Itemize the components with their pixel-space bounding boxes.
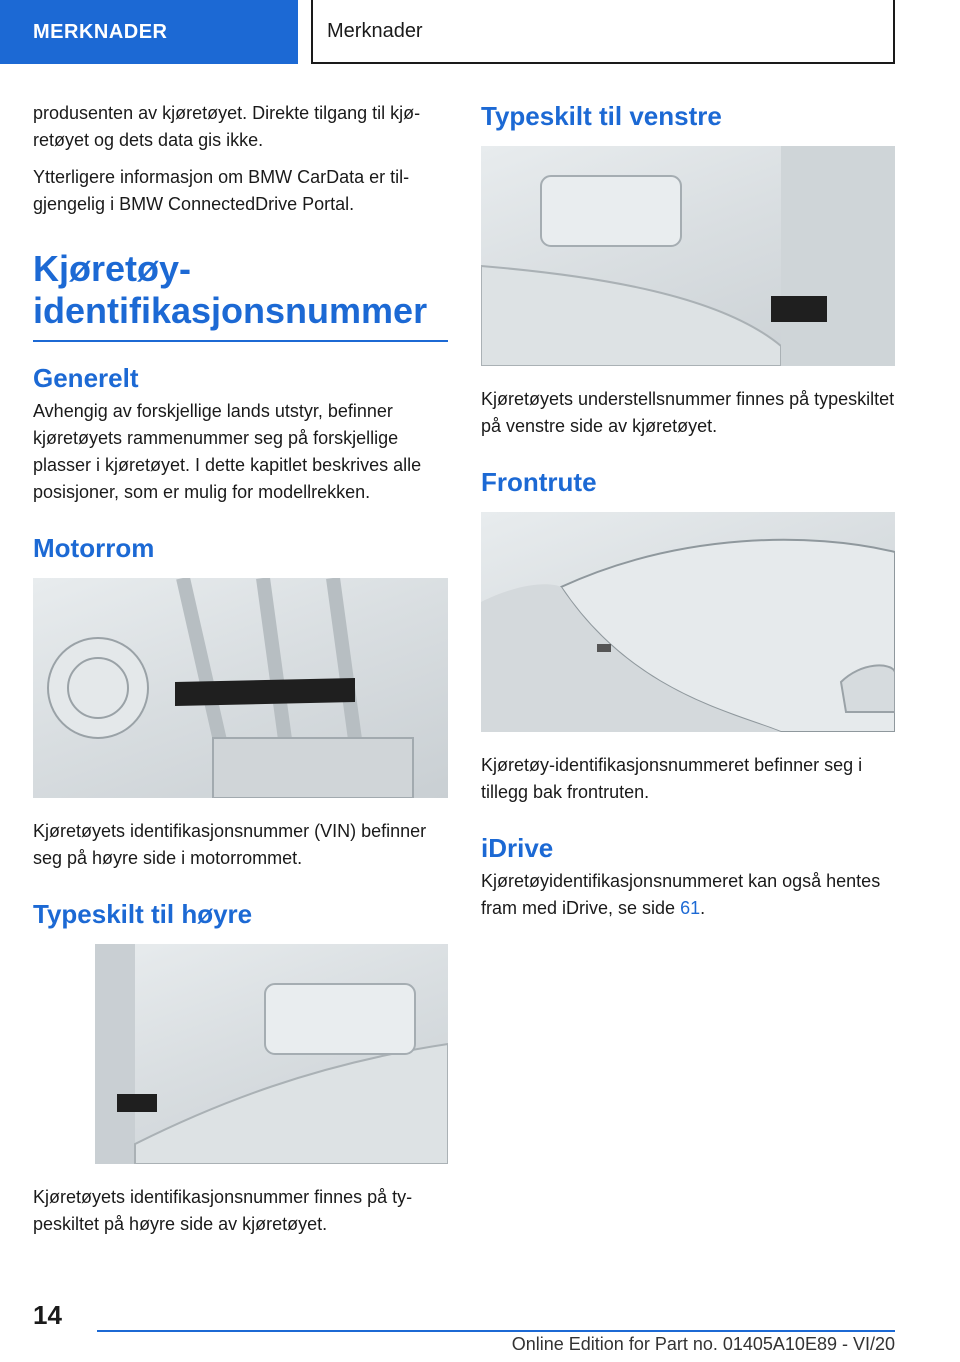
typeskilt-venstre-heading: Typeskilt til venstre: [481, 101, 722, 131]
generelt-text: Avhengig av forskjellige lands utstyr, befinner kjøretøyets rammenummer seg på forskjellige plasser i kjøretøyet. I dette kapitlet beskrives alle posisjoner, som er mulig for modellrekken.: [33, 401, 422, 502]
left-door-sill-illustration: [481, 146, 895, 366]
idrive-text-end: .: [700, 898, 706, 918]
motorrom-heading: Motorrom: [33, 533, 155, 563]
section-tab: MERKNADER: [0, 0, 298, 64]
intro-paragraph-1: produsenten av kjøretøyet. Direkte tilgang til kjøretøyet og dets data gis ikke.: [33, 103, 421, 150]
idrive-heading: iDrive: [481, 833, 554, 863]
right-door-sill-illustration: [95, 944, 448, 1164]
right-column: [481, 100, 895, 932]
page-number: 14: [33, 1300, 62, 1330]
idrive-text: [481, 868, 895, 922]
typeskilt-hoyre-text: Kjøretøyets identifikasjonsnummer finnes på typeskiltet på høyre side av kjøretøyet.: [33, 1187, 413, 1234]
section-title: Merknader: [311, 0, 895, 64]
intro-paragraph-2: Ytterligere informasjon om BMW CarData er tilgjengelig i BMW ConnectedDrive Portal.: [33, 167, 410, 214]
main-heading: Kjøretøy-identifikasjonsnummer: [33, 248, 448, 342]
idrive-text-body: Kjøretøyidentifikasjonsnummeret kan også hentes fram med iDrive, se side: [481, 871, 881, 918]
engine-bay-illustration: [33, 578, 448, 798]
motorrom-text: Kjøretøyets identifikasjonsnummer (VIN) befinner seg på høyre side i motorrommet.: [33, 821, 427, 868]
left-column: [33, 100, 448, 1248]
windshield-illustration: [481, 512, 895, 732]
edition-footer: Online Edition for Part no. 01405A10E89 - VI/20: [97, 1330, 895, 1355]
frontrute-heading: Frontrute: [481, 467, 597, 497]
typeskilt-hoyre-heading: Typeskilt til høyre: [33, 899, 253, 929]
page-link[interactable]: 61: [680, 898, 701, 918]
frontrute-text: Kjøretøy-identifikasjonsnummeret befinner seg i tillegg bak frontruten.: [481, 755, 863, 802]
typeskilt-venstre-text: Kjøretøyets understellsnummer finnes på typeskiltet på venstre side av kjøretøyet.: [481, 389, 895, 436]
generelt-heading: Generelt: [33, 363, 139, 393]
